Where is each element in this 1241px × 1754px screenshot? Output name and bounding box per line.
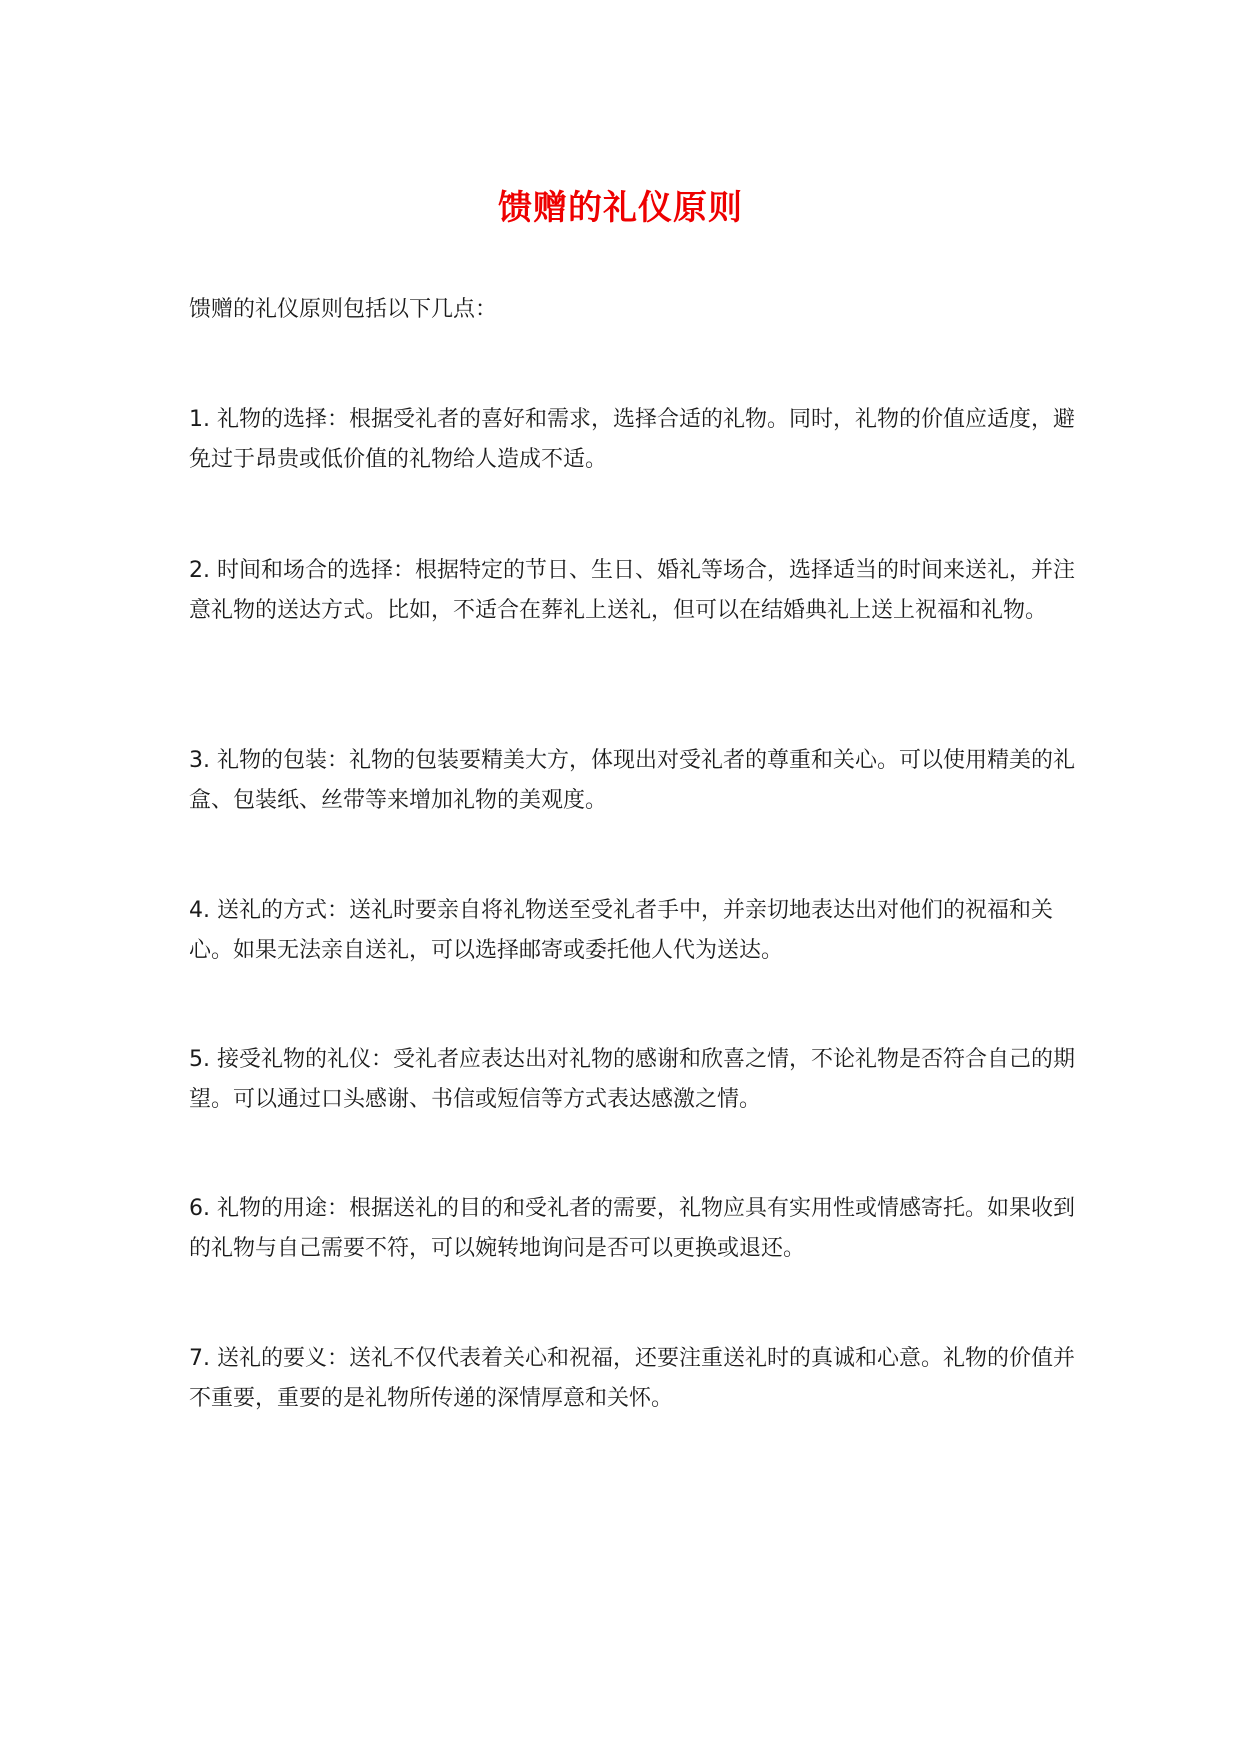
paragraph-1: 1. 礼物的选择：根据受礼者的喜好和需求，选择合适的礼物。同时，礼物的价值应适度，避免过于昂贵或低价值的礼物给人造成不适。 (189, 407, 1075, 472)
paragraph-2: 2. 时间和场合的选择：根据特定的节日、生日、婚礼等场合，选择适当的时间来送礼，并注意礼物的送达方式。比如，不适合在葬礼上送礼，但可以在结婚典礼上送上祝福和礼物。 (189, 558, 1075, 623)
paragraph-7: 7. 送礼的要义：送礼不仅代表着关心和祝福，还要注重送礼时的真诚和心意。礼物的价值并不重要，重要的是礼物所传递的深情厚意和关怀。 (189, 1346, 1075, 1411)
paragraph-3: 3. 礼物的包装：礼物的包装要精美大方，体现出对受礼者的尊重和关心。可以使用精美的礼盒、包装纸、丝带等来增加礼物的美观度。 (189, 748, 1075, 813)
intro-paragraph: 馈赠的礼仪原则包括以下几点： (189, 297, 498, 322)
paragraph-5: 5. 接受礼物的礼仪：受礼者应表达出对礼物的感谢和欣喜之情，不论礼物是否符合自己的期望。可以通过口头感谢、书信或短信等方式表达感激之情。 (189, 1047, 1075, 1112)
paragraph-4: 4. 送礼的方式：送礼时要亲自将礼物送至受礼者手中，并亲切地表达出对他们的祝福和关心。如果无法亲自送礼，可以选择邮寄或委托他人代为送达。 (189, 898, 1053, 963)
document-title: 馈赠的礼仪原则 (498, 188, 743, 228)
paragraph-6: 6. 礼物的用途：根据送礼的目的和受礼者的需要，礼物应具有实用性或情感寄托。如果收到的礼物与自己需要不符，可以婉转地询问是否可以更换或退还。 (189, 1196, 1075, 1261)
